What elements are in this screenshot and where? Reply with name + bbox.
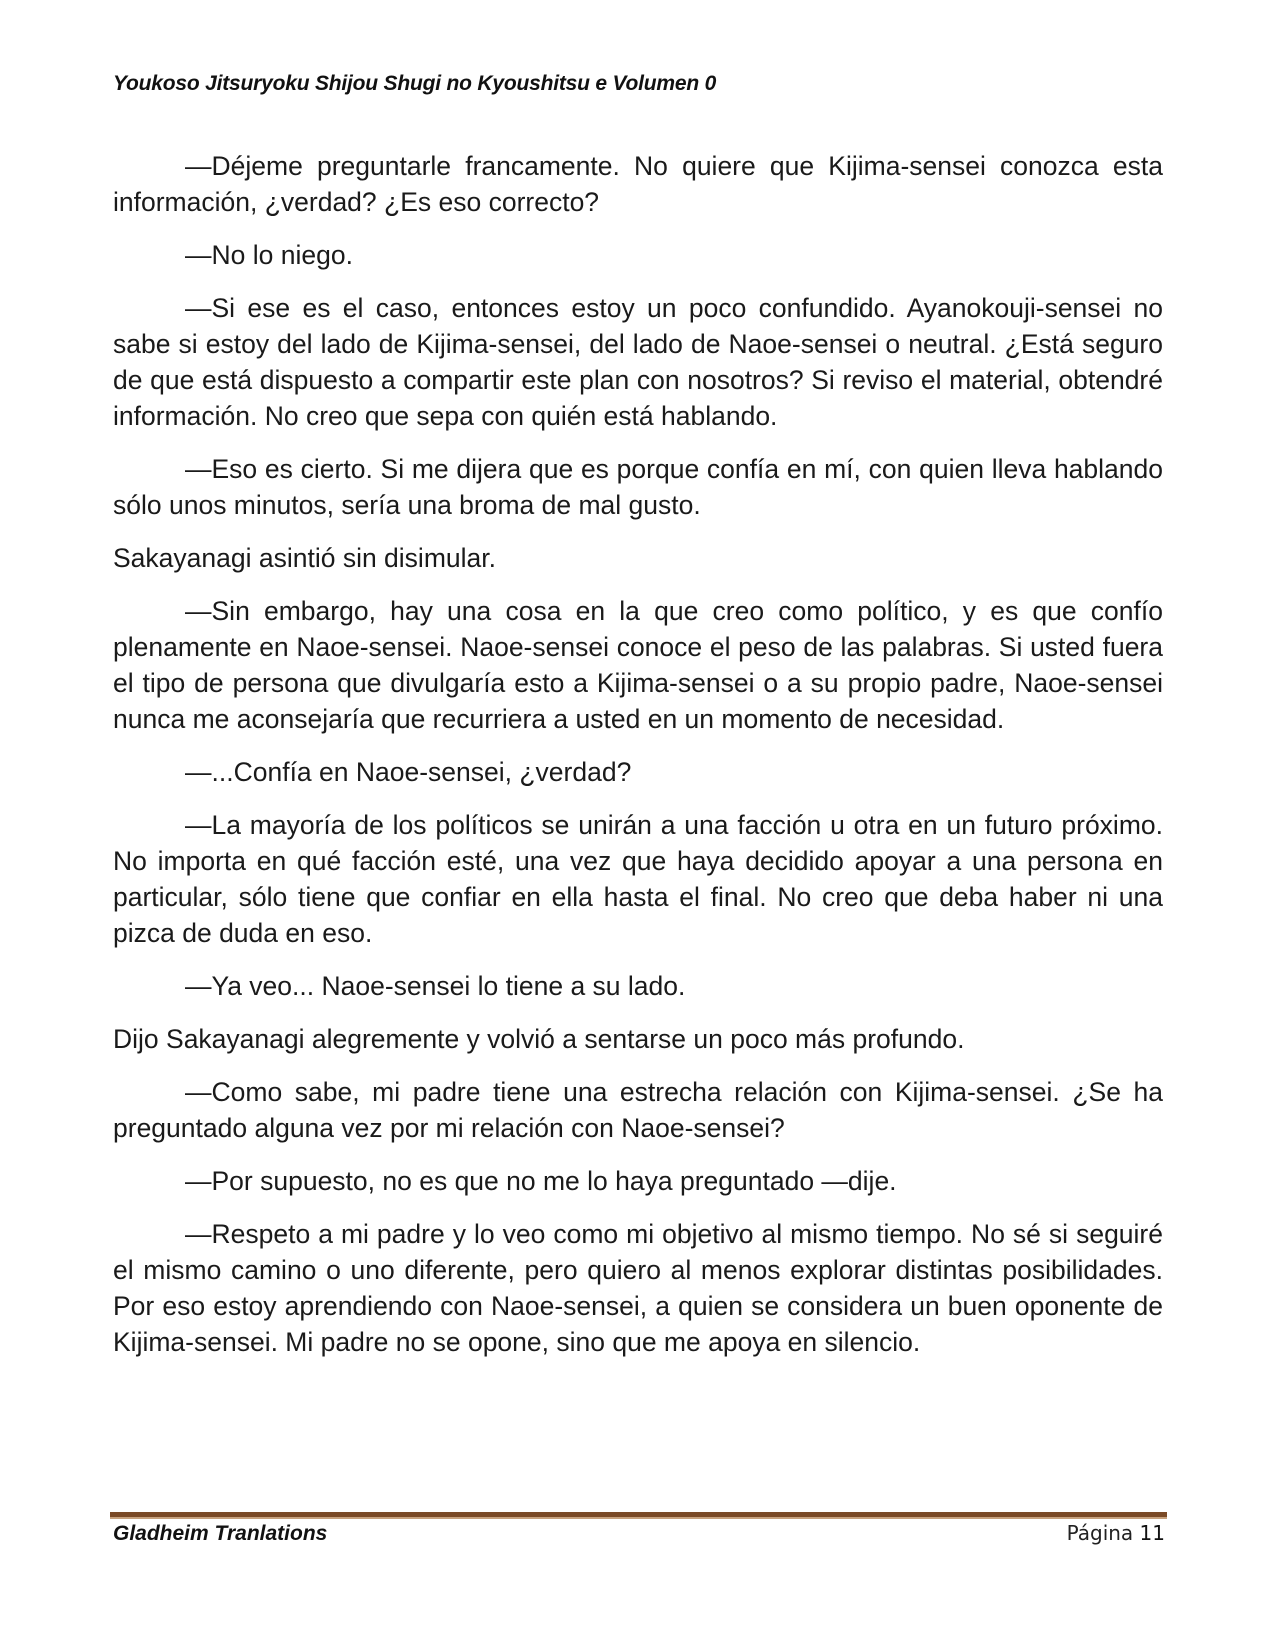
page-number	[1067, 1521, 1165, 1545]
footer-credit: Gladheim Tranlations	[113, 1522, 328, 1545]
paragraph: —Por supuesto, no es que no me lo haya preguntado —dije.	[185, 1166, 897, 1196]
page-body	[113, 148, 1163, 1377]
running-header: Youkoso Jitsuryoku Shijou Shugi no Kyoushitsu e Volumen 0	[113, 72, 717, 95]
paragraph: —Si ese es el caso, entonces estoy un poco confundido. Ayanokouji-sensei no sabe si estoy del lado de Kijima-sensei, del lado de Naoe-sensei o neutral. ¿Está seguro de que está dispuesto a compartir este plan con nosotros? Si reviso el material, obtendré información. No creo que sepa con quién está hablando.	[113, 293, 1163, 431]
paragraph: —Sin embargo, hay una cosa en la que creo como político, y es que confío plenamente en Naoe-sensei. Naoe-sensei conoce el peso de las palabras. Si usted fuera el tipo de persona que divulgaría esto a Kijima-sensei o a su propio padre, Naoe-sensei nunca me aconsejaría que recurriera a usted en un momento de necesidad.	[113, 596, 1163, 734]
page-number-value: 11	[1139, 1521, 1165, 1545]
paragraph: —Eso es cierto. Si me dijera que es porque confía en mí, con quien lleva hablando sólo unos minutos, sería una broma de mal gusto.	[113, 454, 1163, 520]
footer-divider	[110, 1512, 1167, 1519]
paragraph: Dijo Sakayanagi alegremente y volvió a sentarse un poco más profundo.	[113, 1024, 965, 1054]
paragraph: —La mayoría de los políticos se unirán a una facción u otra en un futuro próximo. No importa en qué facción esté, una vez que haya decidido apoyar a una persona en particular, sólo tiene que confiar en ella hasta el final. No creo que deba haber ni una pizca de duda en eso.	[113, 810, 1163, 948]
paragraph: —Déjeme preguntarle francamente. No quiere que Kijima-sensei conozca esta información, ¿verdad? ¿Es eso correcto?	[113, 151, 1163, 217]
paragraph: —No lo niego.	[185, 240, 353, 270]
paragraph: Sakayanagi asintió sin disimular.	[113, 543, 496, 573]
page-label: Página	[1066, 1521, 1134, 1545]
paragraph: —Ya veo... Naoe-sensei lo tiene a su lado.	[185, 971, 686, 1001]
paragraph: —Como sabe, mi padre tiene una estrecha relación con Kijima-sensei. ¿Se ha preguntado alguna vez por mi relación con Naoe-sensei?	[113, 1077, 1163, 1143]
paragraph: —Respeto a mi padre y lo veo como mi objetivo al mismo tiempo. No sé si seguiré el mismo camino o uno diferente, pero quiero al menos explorar distintas posibilidades. Por eso estoy aprendiendo con Naoe-sensei, a quien se considera un buen oponente de Kijima-sensei. Mi padre no se opone, sino que me apoya en silencio.	[113, 1219, 1163, 1357]
paragraph: —...Confía en Naoe-sensei, ¿verdad?	[185, 757, 632, 787]
